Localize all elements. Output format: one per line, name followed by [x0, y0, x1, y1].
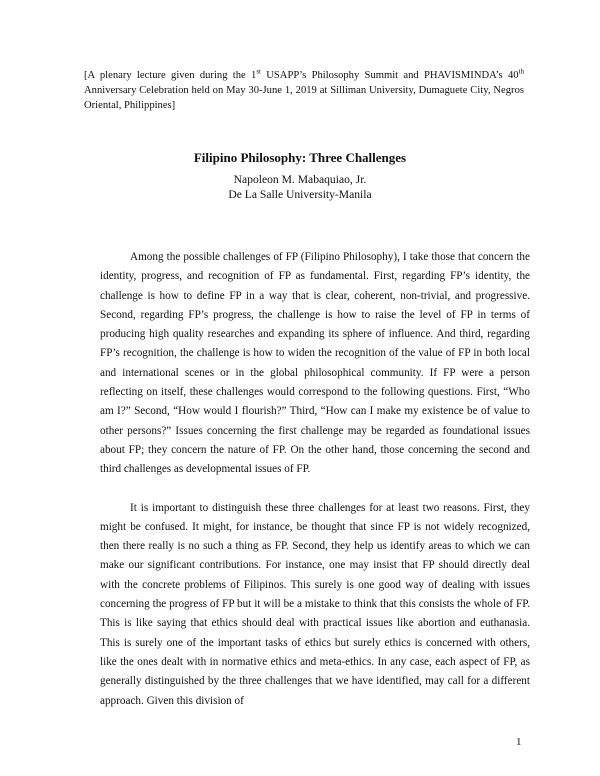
paragraph-2: It is important to distinguish these three challenges for at least two reasons. First, they might be confused. It might, for instance, be thought that since FP is not widely recognized, then there really is no such a thing as FP. Second, they help us identify areas to which we can make our significant contributions. For instance, one may insist that FP should directly deal with the concrete problems of Filipinos. This surely is one good way of dealing with issues concerning the progress of FP but it will be a mistake to think that this consists the whole of FP. This is like saying that ethics should deal with practical issues like abortion and euthanasia. This is surely one of the important tasks of ethics but surely ethics is concerned with others, like the ones dealt with in normative ethics and meta-ethics. In any case, each aspect of FP, as generally distinguished by the three challenges that we have identified, may call for a different approach. Given this division of	[100, 501, 530, 707]
byline	[0, 172, 600, 202]
note-superscript-2: th	[518, 67, 524, 76]
paragraph-1: Among the possible challenges of FP (Filipino Philosophy), I take those that concern the identity, progress, and recognition of FP as fundamental. First, regarding FP’s identity, the challenge is how to define FP in a way that is clear, coherent, non-trivial, and progressive. Second, regarding FP’s progress, the challenge is how to raise the level of FP in terms of producing high quality researches and expanding its sphere of influence. And third, regarding FP’s recognition, the challenge is how to widen the recognition of the value of FP in both local and international scenes or in the global philosophical community. If FP were a person reflecting on itself, these challenges would correspond to the following questions. First, “Who am I?” Second, “How would I flourish?” Third, “How can I make my existence be of value to other persons?” Issues concerning the first challenge may be regarded as foundational issues about FP; they concern the nature of FP. On the other hand, those concerning the second and third challenges as developmental issues of FP.	[100, 251, 530, 476]
lecture-note	[84, 68, 524, 113]
author-affiliation: De La Salle University-Manila	[228, 188, 372, 201]
note-text-2: USAPP’s Philosophy Summit and PHAVISMINDA’s 40	[260, 70, 519, 81]
body-text	[100, 248, 530, 711]
note-text-1: [A plenary lecture given during the 1	[84, 70, 257, 81]
page-number: 1	[516, 736, 522, 748]
author-name: Napoleon M. Mabaquiao, Jr.	[233, 173, 367, 186]
note-superscript-1: st	[256, 67, 261, 76]
note-text-3: Anniversary Celebration held on May 30-June 1, 2019 at Silliman University, Dumaguete City, Negros Oriental, Philippines]	[84, 85, 524, 111]
paper-title: Filipino Philosophy: Three Challenges	[193, 150, 407, 165]
